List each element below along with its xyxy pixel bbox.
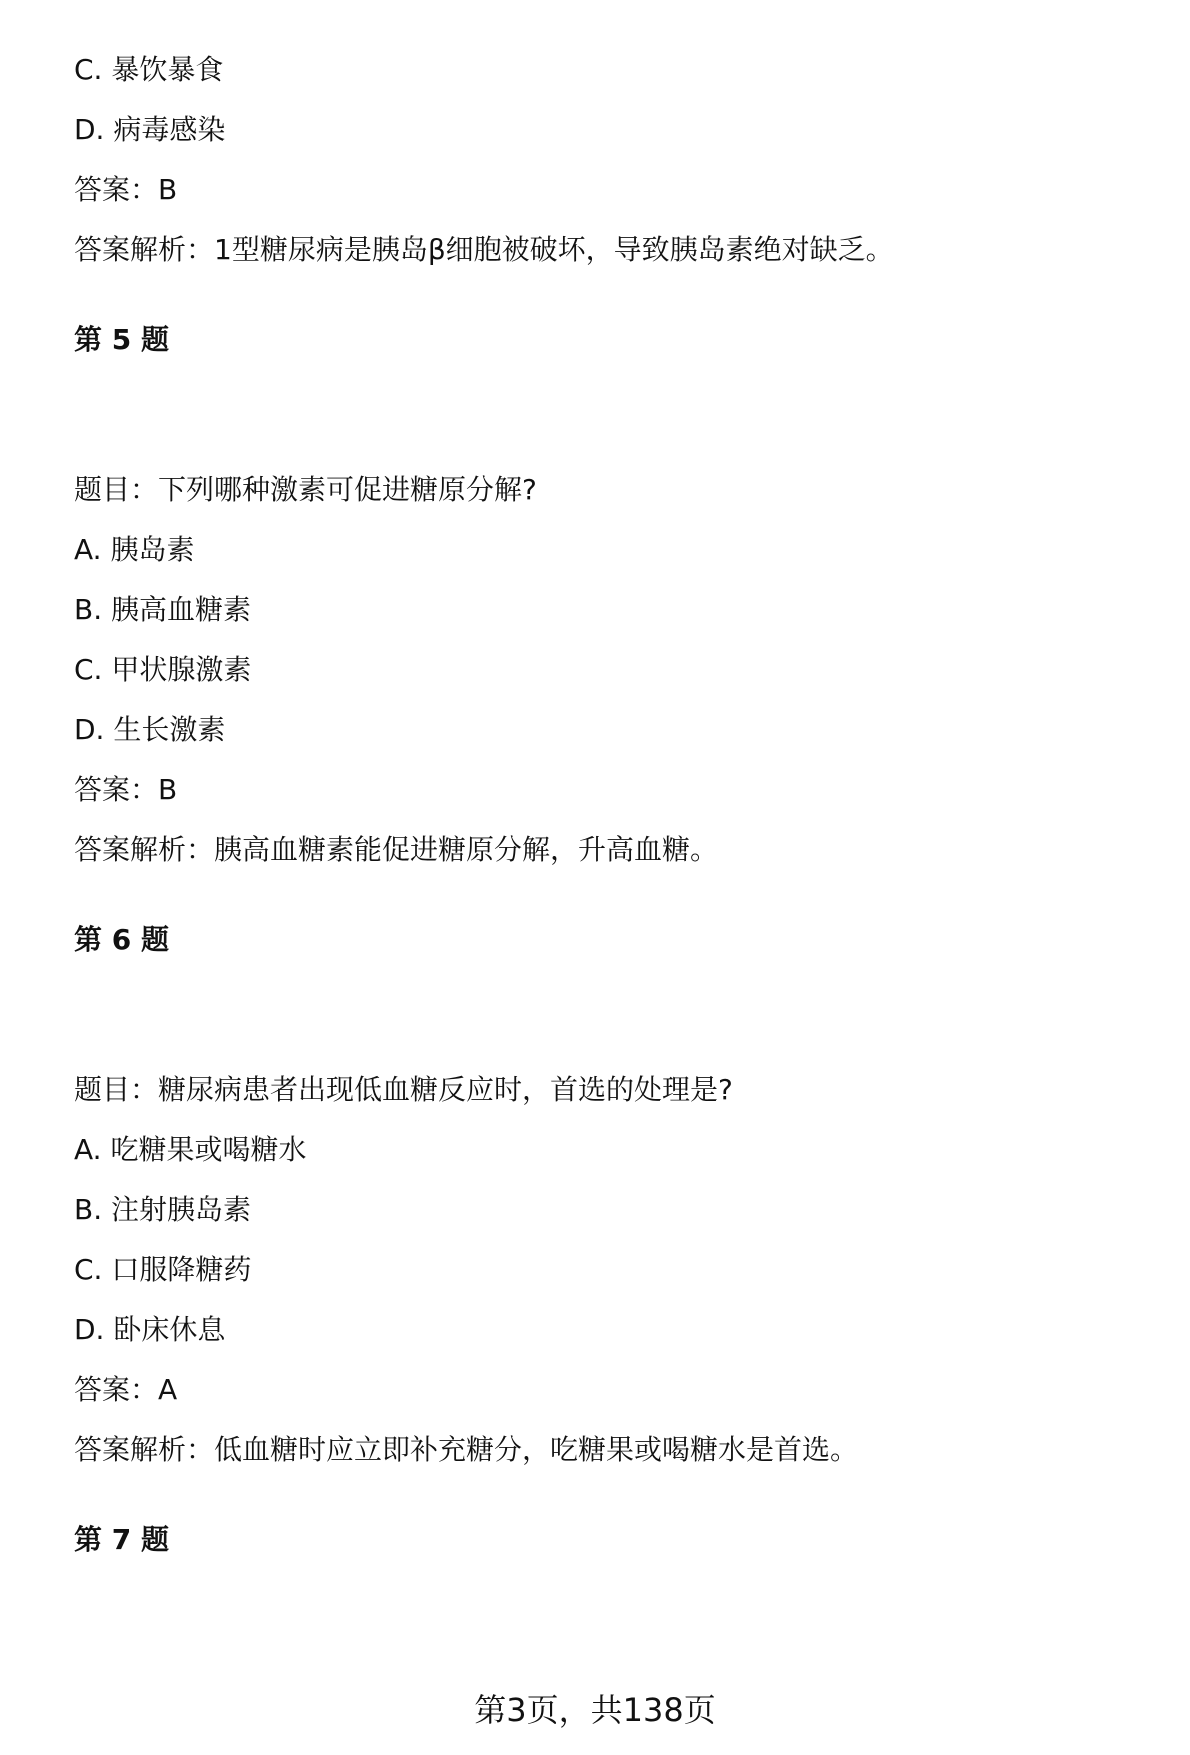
- q6-explanation: 答案解析：低血糖时应立即补充糖分，吃糖果或喝糖水是首选。: [74, 1433, 859, 1466]
- q5-heading: 第 5 题: [74, 323, 169, 356]
- q4-answer: 答案：B: [74, 173, 178, 206]
- page-footer: 第3页，共138页: [474, 1691, 716, 1729]
- q6-option-a: A. 吃糖果或喝糖水: [74, 1133, 307, 1166]
- q5-option-c: C. 甲状腺激素: [74, 653, 252, 686]
- q5-explanation: 答案解析：胰高血糖素能促进糖原分解，升高血糖。: [74, 833, 719, 866]
- q6-option-c: C. 口服降糖药: [74, 1253, 252, 1286]
- q5-option-b: B. 胰高血糖素: [74, 593, 252, 626]
- q6-question: 题目：糖尿病患者出现低血糖反应时，首选的处理是?: [74, 1073, 733, 1106]
- q5-option-a: A. 胰岛素: [74, 533, 195, 566]
- q6-answer: 答案：A: [74, 1373, 178, 1406]
- q7-heading: 第 7 题: [74, 1523, 169, 1556]
- q6-option-b: B. 注射胰岛素: [74, 1193, 252, 1226]
- q4-explanation: 答案解析：1型糖尿病是胰岛β细胞被破坏，导致胰岛素绝对缺乏。: [74, 233, 894, 266]
- q4-option-d: D. 病毒感染: [74, 113, 226, 146]
- q5-option-d: D. 生长激素: [74, 713, 226, 746]
- q4-option-c: C. 暴饮暴食: [74, 53, 224, 86]
- q5-question: 题目：下列哪种激素可促进糖原分解?: [74, 473, 537, 506]
- q6-heading: 第 6 题: [74, 923, 169, 956]
- q5-answer: 答案：B: [74, 773, 178, 806]
- q6-option-d: D. 卧床休息: [74, 1313, 226, 1346]
